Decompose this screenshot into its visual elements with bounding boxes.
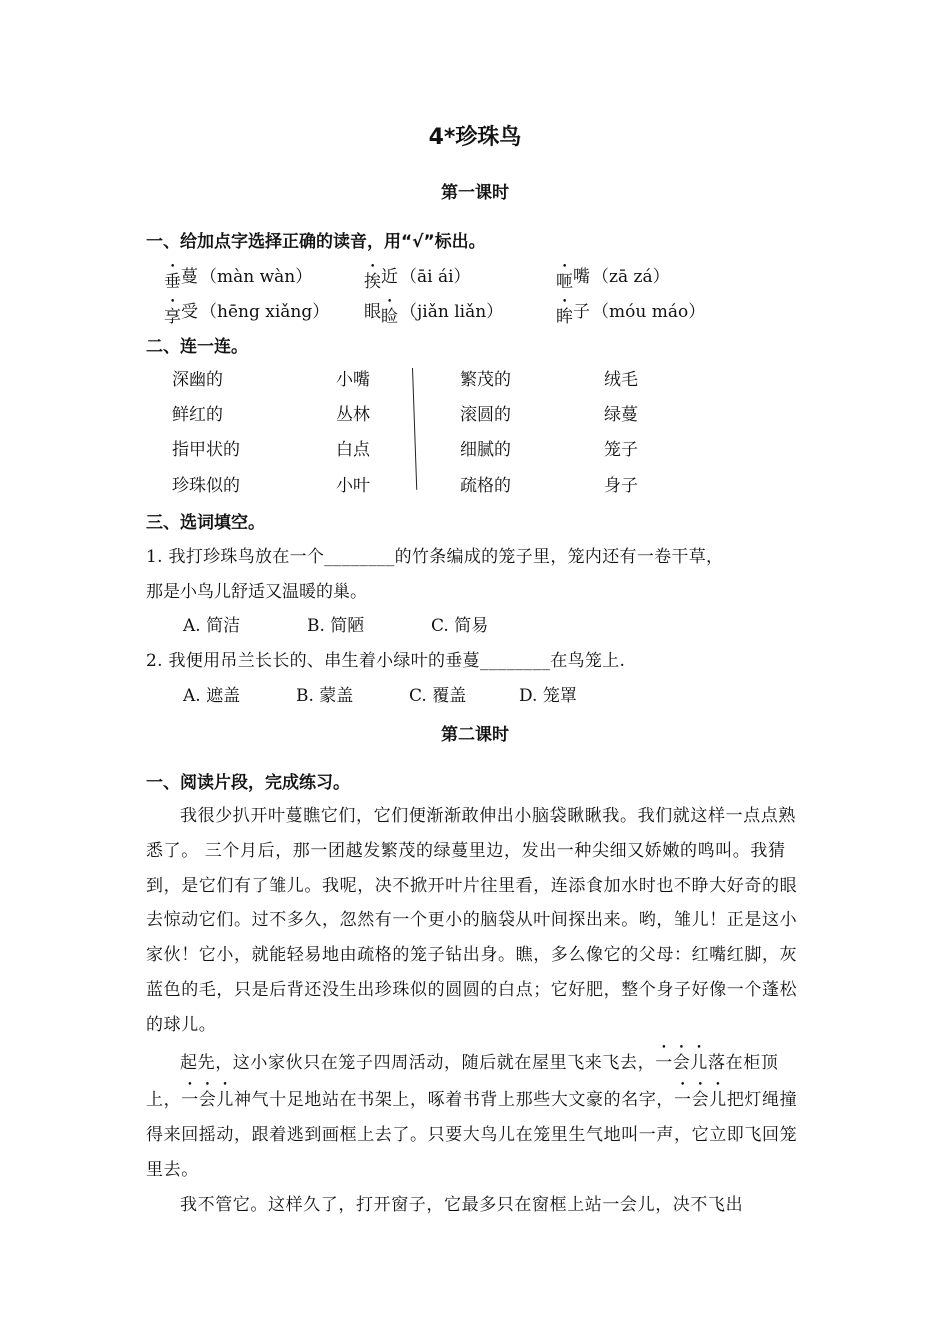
paragraph: 我很少扒开叶蔓瞧它们，它们便渐渐敢伸出小脑袋瞅瞅我。我们就这样一点点熟悉了。 三个月后，那一团越发繁茂的绿蔓里边，发出一种尖细又娇嫩的鸣叫。我猜到，是它们有了雏儿。我呢，决不掀开叶片往里看，连添食加水时也不睁大好奇的眼去惊动它们。过不多久，忽然有一个更小的脑袋从叶间探出来。哟，雏儿！正是这小家伙！它小，就能轻易地由疏格的笼子钻出身。瞧，多么像它的父母：红嘴红脚，灰蓝色的毛，只是后背还没生出珍珠似的圆圆的白点；它好肥，整个身子好像一个蓬松的球儿。 [146,806,798,1035]
option: C. 简易 [431,616,489,636]
option: B. 蒙盖 [296,686,354,706]
options-2 [183,681,577,706]
match-right-a: 细腻的 [460,440,511,460]
options-1 [183,611,488,636]
match-left-a: 深幽的 [172,370,223,390]
fill-sentence-1: 1. 我打珍珠鸟放在一个________的竹条编成的笼子里，笼内还有一卷干草， [146,547,724,567]
lesson1-heading: 第一课时 [441,183,509,203]
match-right-b: 笼子 [604,440,638,460]
fill-sentence-2: 2. 我便用吊兰长长的、串生着小绿叶的垂蔓________在鸟笼上. [146,651,626,671]
pinyin-item: 垂 蔓 （màn wàn） [164,267,313,292]
pinyin-item: 挨 近 （āi ái） [364,267,471,292]
divider-line [412,368,417,490]
option: C. 覆盖 [409,686,467,706]
match-right-a: 疏格的 [460,476,511,496]
match-left-b: 小嘴 [336,370,370,390]
reading-heading: 一、阅读片段，完成练习。 [146,773,350,793]
page-title: 4*珍珠鸟 [428,125,522,150]
match-left-b: 白点 [336,440,370,460]
option: B. 简陋 [307,616,365,636]
q2-heading: 二、连一连。 [146,337,248,357]
match-right-b: 绒毛 [604,370,638,390]
match-left-b: 丛林 [336,405,370,425]
reading-passage [146,799,810,1223]
q1-heading: 一、给加点字选择正确的读音，用“√”标出。 [146,232,486,252]
pinyin-item: 眸 子 （móu máo） [556,302,706,327]
match-left-b: 小叶 [336,476,370,496]
option: A. 简洁 [183,616,241,636]
option: D. 笼罩 [519,686,577,706]
pinyin-item: 咂 嘴 （zā zá） [556,267,670,292]
option: A. 遮盖 [183,686,241,706]
match-right-a: 繁茂的 [460,370,511,390]
match-left-a: 指甲状的 [172,440,240,460]
paragraph: 起先，这小家伙只在笼子四周活动，随后就在屋里飞来飞去，一会儿落在柜顶上，一会儿神气十足地站在书架上，啄着书背上那些大文豪的名字，一会儿把灯绳撞得来回摇动，跟着逃到画框上去了。只要大鸟儿在笼里生气地叫一声，它立即飞回笼里去。 [146,1052,798,1180]
match-left-a: 珍珠似的 [172,476,240,496]
match-right-b: 身子 [604,476,638,496]
pinyin-item: 享 受 （hēng xiǎng） [164,302,330,327]
match-right-a: 滚圆的 [460,405,511,425]
match-right-b: 绿蔓 [604,405,638,425]
q3-heading: 三、选词填空。 [146,513,265,533]
fill-sentence-1-cont: 那是小鸟儿舒适又温暖的巢。 [146,582,367,602]
lesson2-heading: 第二课时 [441,725,509,745]
pinyin-item: 眼 睑 （jiǎn liǎn） [364,302,504,327]
match-left-a: 鲜红的 [172,405,223,425]
paragraph: 我不管它。这样久了，打开窗子，它最多只在窗框上站一会儿，决不飞出 [180,1194,744,1215]
